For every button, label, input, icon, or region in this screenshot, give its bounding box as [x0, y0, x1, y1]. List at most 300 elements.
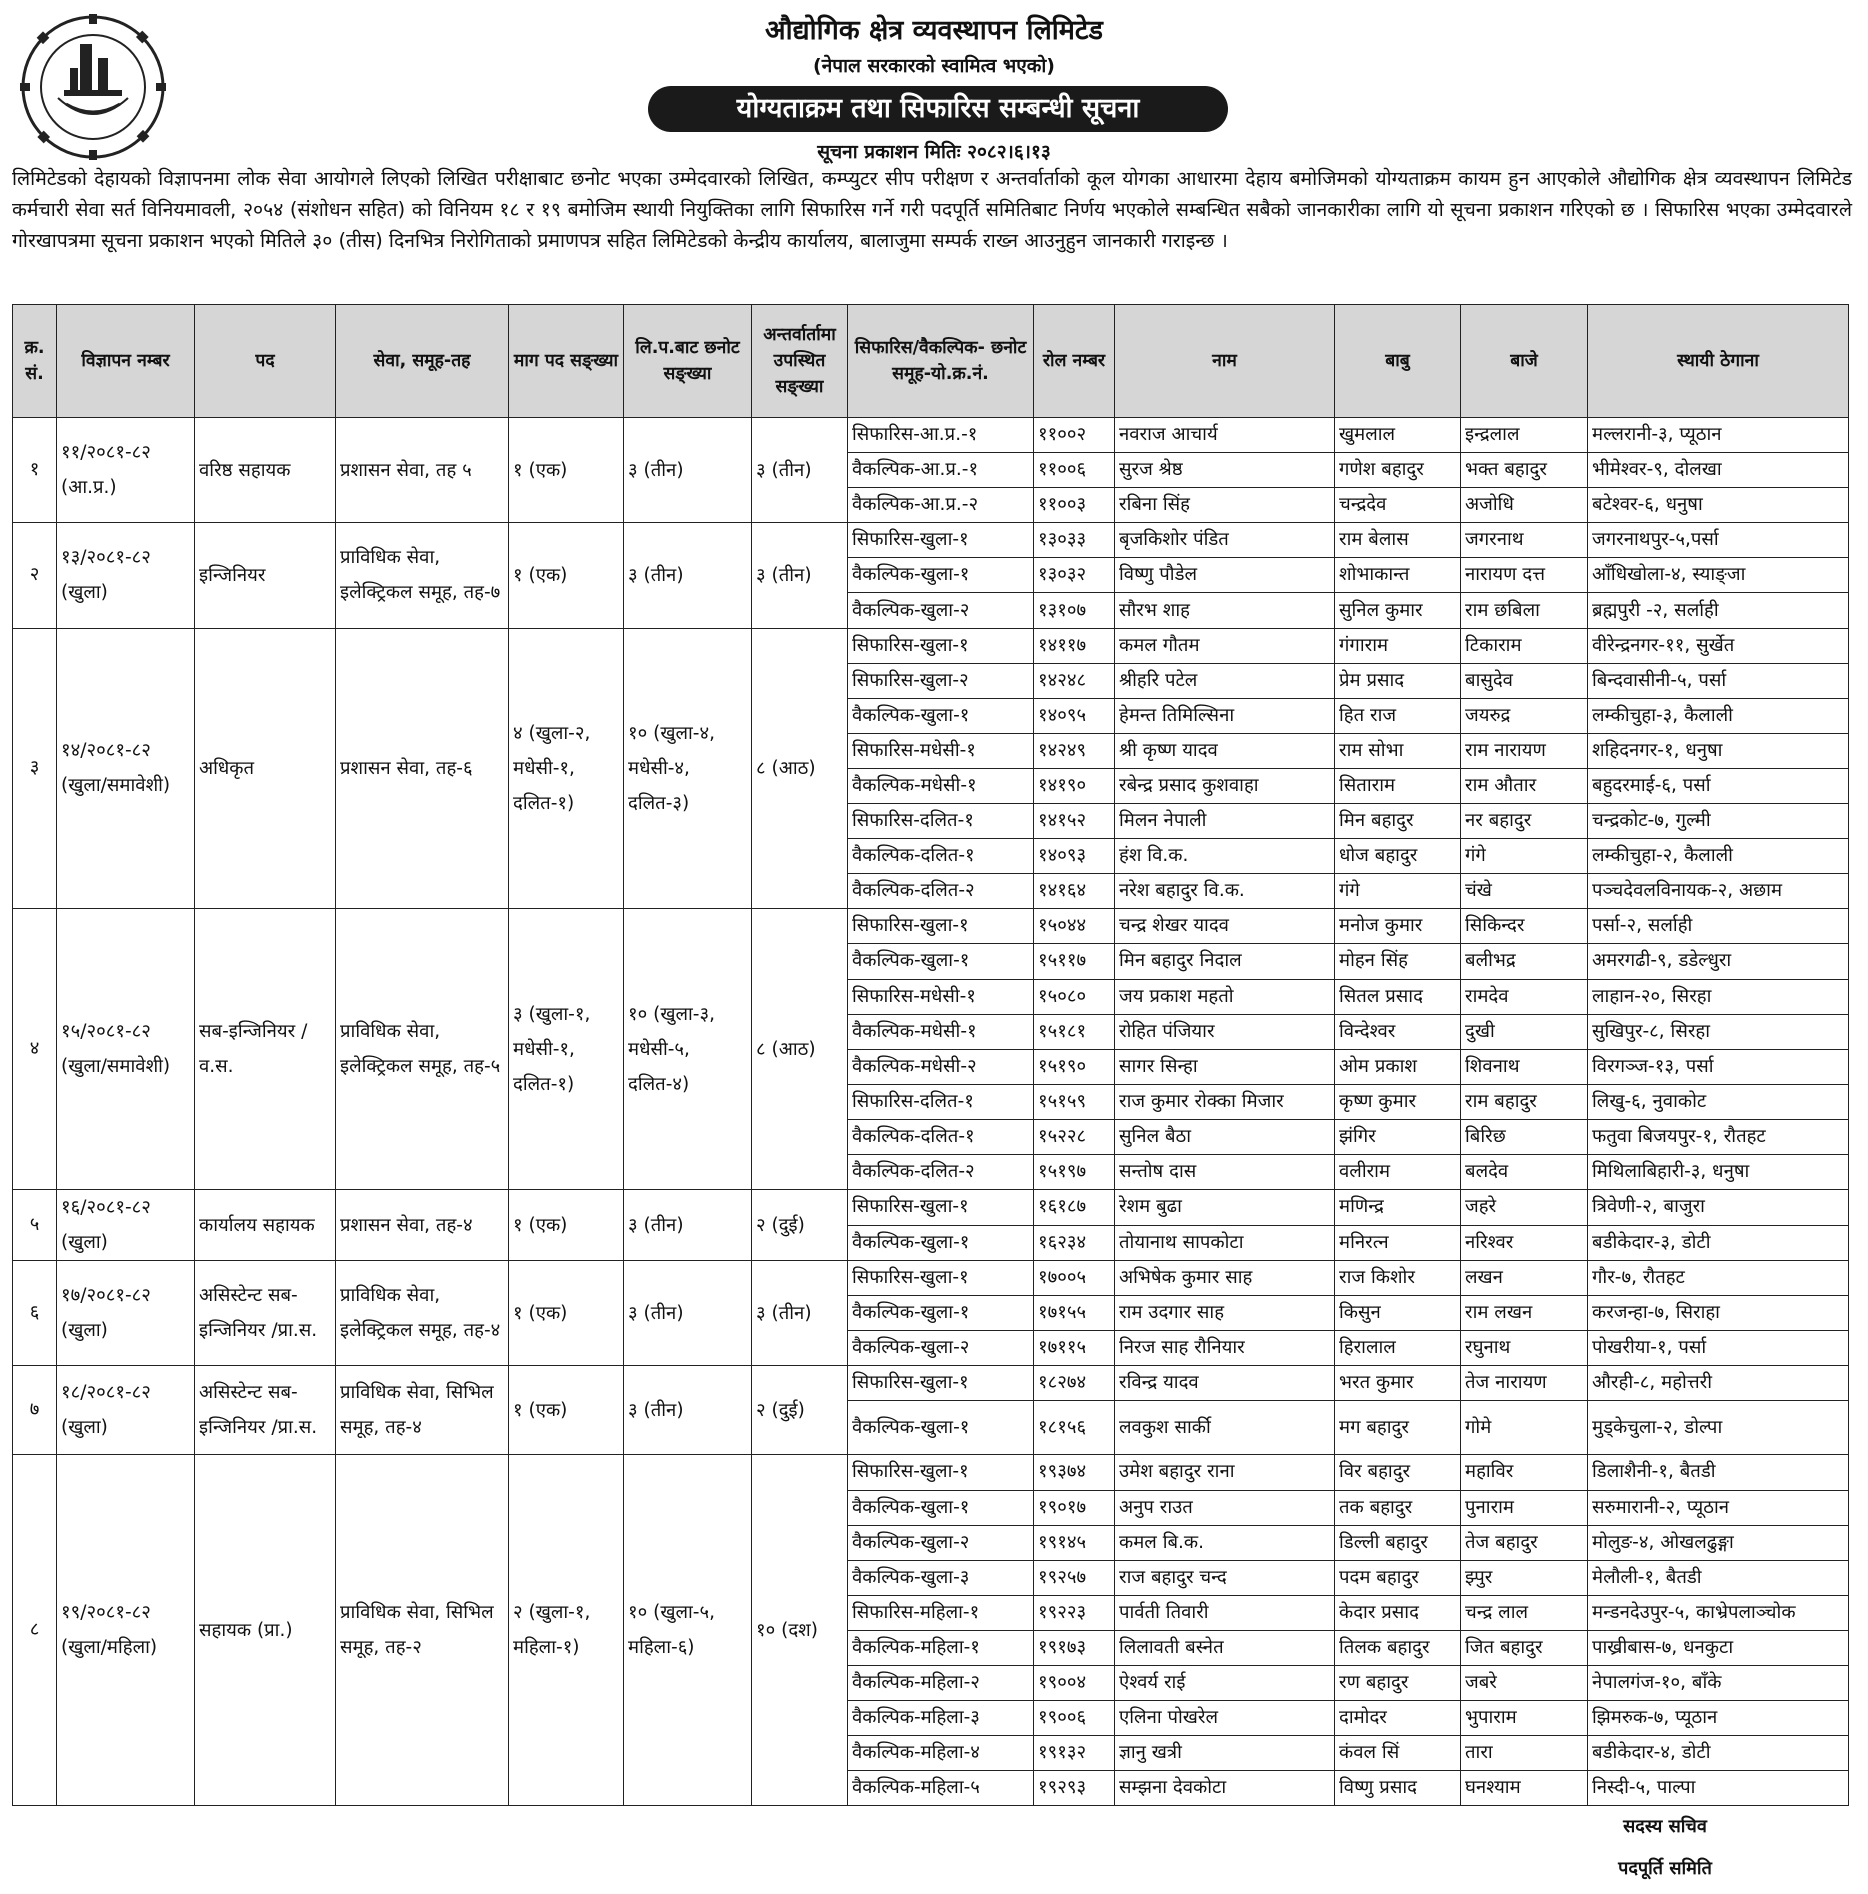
candidate-name-cell: कमल गौतम [1115, 628, 1335, 663]
grandfather-name-cell: जयरुद्र [1461, 698, 1588, 733]
post-cell: असिस्टेन्ट सब-इन्जिनियर /प्रा.स. [195, 1366, 336, 1455]
roll-number-cell: १५१९० [1034, 1049, 1115, 1084]
grandfather-name-cell: जगरनाथ [1461, 523, 1588, 558]
roll-number-cell: १५१९७ [1034, 1154, 1115, 1189]
grandfather-name-cell: महाविर [1461, 1455, 1588, 1490]
table-row [13, 1190, 1849, 1226]
written-selected-count-cell: १० (खुला-४, मधेसी-४, दलित-३) [624, 628, 752, 909]
written-selected-count-cell: ३ (तीन) [624, 1366, 752, 1455]
permanent-address-cell: बडीकेदार-३, डोटी [1588, 1225, 1849, 1261]
signature-block [1500, 1806, 1830, 1890]
interview-present-count-cell: ८ (आठ) [752, 909, 848, 1190]
father-name-cell: गणेश बहादुर [1335, 453, 1461, 488]
advertisement-number-cell: १७/२०८१-८२ (खुला) [57, 1261, 195, 1366]
grandfather-name-cell: जहरे [1461, 1190, 1588, 1226]
permanent-address-cell: मेलौली-१, बैतडी [1588, 1560, 1849, 1595]
father-name-cell: धोज बहादुर [1335, 839, 1461, 874]
interview-present-count-cell: ३ (तीन) [752, 418, 848, 523]
roll-number-cell: १४१६४ [1034, 874, 1115, 909]
father-name-cell: ओम प्रकाश [1335, 1049, 1461, 1084]
grandfather-name-cell: जबरे [1461, 1666, 1588, 1701]
serial-number-cell: ७ [13, 1366, 57, 1455]
grandfather-name-cell: नर बहादुर [1461, 804, 1588, 839]
grandfather-name-cell: तेज बहादुर [1461, 1525, 1588, 1560]
recommendation-category-cell: सिफारिस-खुला-१ [848, 628, 1034, 663]
interview-present-count-cell: १० (दश) [752, 1455, 848, 1806]
grandfather-name-cell: सिकिन्दर [1461, 909, 1588, 944]
roll-number-cell: १८२७४ [1034, 1366, 1115, 1401]
father-name-cell: सिताराम [1335, 768, 1461, 803]
father-name-cell: किसुन [1335, 1296, 1461, 1331]
candidate-name-cell: विष्णु पौडेल [1115, 558, 1335, 593]
grandfather-name-cell: राम छबिला [1461, 593, 1588, 628]
recommendation-category-cell: सिफारिस-मधेसी-१ [848, 979, 1034, 1014]
candidate-name-cell: सौरभ शाह [1115, 593, 1335, 628]
post-cell: अधिकृत [195, 628, 336, 909]
recommendation-category-cell: सिफारिस-खुला-२ [848, 663, 1034, 698]
grandfather-name-cell: झ्पुर [1461, 1560, 1588, 1595]
candidate-name-cell: मिन बहादुर निदाल [1115, 944, 1335, 979]
grandfather-name-cell: टिकाराम [1461, 628, 1588, 663]
candidate-name-cell: श्रीहरि पटेल [1115, 663, 1335, 698]
roll-number-cell: १४१९० [1034, 768, 1115, 803]
roll-number-cell: १९२९३ [1034, 1771, 1115, 1806]
post-cell: असिस्टेन्ट सब-इन्जिनियर /प्रा.स. [195, 1261, 336, 1366]
demand-count-cell: १ (एक) [509, 418, 624, 523]
roll-number-cell: १४२४८ [1034, 663, 1115, 698]
candidate-name-cell: सुनिल बैठा [1115, 1119, 1335, 1154]
grandfather-name-cell: गोमे [1461, 1401, 1588, 1455]
permanent-address-cell: वीरेन्द्रनगर-११, सुर्खेत [1588, 628, 1849, 663]
candidate-name-cell: कमल बि.क. [1115, 1525, 1335, 1560]
post-cell: सहायक (प्रा.) [195, 1455, 336, 1806]
roll-number-cell: १५१८१ [1034, 1014, 1115, 1049]
recommendation-category-cell: वैकल्पिक-खुला-१ [848, 1225, 1034, 1261]
table-body [13, 418, 1849, 1806]
table-row [13, 1261, 1849, 1296]
father-name-cell: रण बहादुर [1335, 1666, 1461, 1701]
permanent-address-cell: लम्कीचुहा-३, कैलाली [1588, 698, 1849, 733]
roll-number-cell: १४०९३ [1034, 839, 1115, 874]
father-name-cell: चन्द्रदेव [1335, 488, 1461, 523]
grandfather-name-cell: बलीभद्र [1461, 944, 1588, 979]
recommendation-category-cell: सिफारिस-खुला-१ [848, 1190, 1034, 1226]
roll-number-cell: १७००५ [1034, 1261, 1115, 1296]
recommendation-category-cell: वैकल्पिक-महिला-१ [848, 1630, 1034, 1665]
father-name-cell: विष्णु प्रसाद [1335, 1771, 1461, 1806]
column-header: क्र. सं. [13, 305, 57, 418]
father-name-cell: तिलक बहादुर [1335, 1630, 1461, 1665]
father-name-cell: सुनिल कुमार [1335, 593, 1461, 628]
advertisement-number-cell: १९/२०८१-८२ (खुला/महिला) [57, 1455, 195, 1806]
column-header: अन्तर्वार्तामा उपस्थित सङ्ख्या [752, 305, 848, 418]
roll-number-cell: १९२५७ [1034, 1560, 1115, 1595]
roll-number-cell: १५११७ [1034, 944, 1115, 979]
candidate-name-cell: हंश वि.क. [1115, 839, 1335, 874]
father-name-cell: डिल्ली बहादुर [1335, 1525, 1461, 1560]
roll-number-cell: १७११५ [1034, 1331, 1115, 1366]
serial-number-cell: ४ [13, 909, 57, 1190]
permanent-address-cell: बडीकेदार-४, डोटी [1588, 1736, 1849, 1771]
permanent-address-cell: बहुदरमाई-६, पर्सा [1588, 768, 1849, 803]
father-name-cell: विन्देश्वर [1335, 1014, 1461, 1049]
permanent-address-cell: पाख्रीबास-७, धनकुटा [1588, 1630, 1849, 1665]
father-name-cell: विर बहादुर [1335, 1455, 1461, 1490]
recommendation-category-cell: सिफारिस-दलित-१ [848, 1084, 1034, 1119]
column-header: बाबु [1335, 305, 1461, 418]
permanent-address-cell: औरही-८, महोत्तरी [1588, 1366, 1849, 1401]
candidate-name-cell: राम उदगार साह [1115, 1296, 1335, 1331]
roll-number-cell: १४०९५ [1034, 698, 1115, 733]
candidate-name-cell: राज कुमार रोक्का मिजार [1115, 1084, 1335, 1119]
permanent-address-cell: निस्दी-५, पाल्पा [1588, 1771, 1849, 1806]
candidate-name-cell: मिलन नेपाली [1115, 804, 1335, 839]
permanent-address-cell: मल्लरानी-३, प्यूठान [1588, 418, 1849, 453]
recommendation-category-cell: वैकल्पिक-खुला-२ [848, 1331, 1034, 1366]
service-group-level-cell: प्राविधिक सेवा, इलेक्ट्रिकल समूह, तह-५ [336, 909, 509, 1190]
grandfather-name-cell: नरिश्वर [1461, 1225, 1588, 1261]
father-name-cell: हिरालाल [1335, 1331, 1461, 1366]
permanent-address-cell: सुखिपुर-८, सिरहा [1588, 1014, 1849, 1049]
candidate-name-cell: चन्द्र शेखर यादव [1115, 909, 1335, 944]
permanent-address-cell: विरगञ्ज-१३, पर्सा [1588, 1049, 1849, 1084]
column-header: पद [195, 305, 336, 418]
roll-number-cell: १९००६ [1034, 1701, 1115, 1736]
intro-paragraph: लिमिटेडको देहायको विज्ञापनमा लोक सेवा आयोगले लिएको लिखित परीक्षाबाट छनोट भएका उम्मेदवारको लिखित, कम्प्युटर सीप परीक्षण र अन्तर्वार्ताको कूल योगका आधारमा देहाय बमोजिमको योग्यताक्रम कायम हुन आएकोले औद्योगिक क्षेत्र व्यवस्थापन लिमिटेड कर्मचारी सेवा सर्त विनियमावली, २०५४ (संशोधन सहित) को विनियम १८ र १९ बमोजिम स्थायी नियुक्तिका लागि सिफारिस गर्ने गरी पदपूर्ति समितिबाट निर्णय भएकोले सम्बन्धित सबैको जानकारीका लागि यो सूचना प्रकाशन गरिएको छ । सिफारिस भएका उम्मेदवारले गोरखापत्रमा सूचना प्रकाशन भएको मितिले ३० (तीस) दिनभित्र निरोगिताको प्रमाणपत्र सहित लिमिटेडको केन्द्रीय कार्यालय, बालाजुमा सम्पर्क राख्न आउनुहुन जानकारी गराइन्छ । [12, 167, 1852, 252]
father-name-cell: गंगे [1335, 874, 1461, 909]
candidate-name-cell: एलिना पोखरेल [1115, 1701, 1335, 1736]
publication-date: सूचना प्रकाशन मितिः २०८२।६।१३ [817, 141, 1051, 163]
interview-present-count-cell: २ (दुई) [752, 1190, 848, 1261]
candidate-name-cell: तोयानाथ सापकोटा [1115, 1225, 1335, 1261]
candidate-name-cell: श्री कृष्ण यादव [1115, 733, 1335, 768]
father-name-cell: मणिन्द्र [1335, 1190, 1461, 1226]
recommendation-category-cell: वैकल्पिक-मधेसी-२ [848, 1049, 1034, 1084]
father-name-cell: कंवल सिं [1335, 1736, 1461, 1771]
written-selected-count-cell: ३ (तीन) [624, 418, 752, 523]
grandfather-name-cell: रघुनाथ [1461, 1331, 1588, 1366]
demand-count-cell: १ (एक) [509, 523, 624, 628]
permanent-address-cell: लम्कीचुहा-२, कैलाली [1588, 839, 1849, 874]
father-name-cell: वलीराम [1335, 1154, 1461, 1189]
roll-number-cell: १३०३२ [1034, 558, 1115, 593]
recommendation-category-cell: सिफारिस-दलित-१ [848, 804, 1034, 839]
table-row [13, 628, 1849, 663]
candidate-name-cell: लवकुश सार्की [1115, 1401, 1335, 1455]
father-name-cell: केदार प्रसाद [1335, 1595, 1461, 1630]
roll-number-cell: १५०८० [1034, 979, 1115, 1014]
recommendation-category-cell: वैकल्पिक-मधेसी-१ [848, 1014, 1034, 1049]
candidate-name-cell: राज बहादुर चन्द [1115, 1560, 1335, 1595]
roll-number-cell: १९०१७ [1034, 1490, 1115, 1525]
recommendation-category-cell: वैकल्पिक-खुला-१ [848, 944, 1034, 979]
permanent-address-cell: अमरगढी-९, डडेल्धुरा [1588, 944, 1849, 979]
column-header: बाजे [1461, 305, 1588, 418]
interview-present-count-cell: ८ (आठ) [752, 628, 848, 909]
permanent-address-cell: करजन्हा-७, सिराहा [1588, 1296, 1849, 1331]
recommendation-category-cell: सिफारिस-महिला-१ [848, 1595, 1034, 1630]
column-header: नाम [1115, 305, 1335, 418]
table-row [13, 418, 1849, 453]
roll-number-cell: १९१४५ [1034, 1525, 1115, 1560]
father-name-cell: तक बहादुर [1335, 1490, 1461, 1525]
grandfather-name-cell: इन्द्रलाल [1461, 418, 1588, 453]
father-name-cell: झंगिर [1335, 1119, 1461, 1154]
permanent-address-cell: मुड्केचुला-२, डोल्पा [1588, 1401, 1849, 1455]
recommendation-category-cell: सिफारिस-खुला-१ [848, 523, 1034, 558]
merit-list-table [12, 304, 1849, 1806]
recommendation-category-cell: सिफारिस-मधेसी-१ [848, 733, 1034, 768]
permanent-address-cell: त्रिवेणी-२, बाजुरा [1588, 1190, 1849, 1226]
column-header: स्थायी ठेगाना [1588, 305, 1849, 418]
recommendation-category-cell: सिफारिस-आ.प्र.-१ [848, 418, 1034, 453]
written-selected-count-cell: ३ (तीन) [624, 523, 752, 628]
roll-number-cell: १३०३३ [1034, 523, 1115, 558]
grandfather-name-cell: राम बहादुर [1461, 1084, 1588, 1119]
candidate-name-cell: बृजकिशोर पंडित [1115, 523, 1335, 558]
permanent-address-cell: ब्रह्मपुरी -२, सर्लाही [1588, 593, 1849, 628]
candidate-name-cell: हेमन्त तिमिल्सिना [1115, 698, 1335, 733]
father-name-cell: शोभाकान्त [1335, 558, 1461, 593]
recommendation-category-cell: सिफारिस-खुला-१ [848, 1455, 1034, 1490]
table-row [13, 1366, 1849, 1401]
recommendation-category-cell: वैकल्पिक-दलित-२ [848, 1154, 1034, 1189]
grandfather-name-cell: राम नारायण [1461, 733, 1588, 768]
recommendation-category-cell: वैकल्पिक-खुला-१ [848, 558, 1034, 593]
candidate-name-cell: सागर सिन्हा [1115, 1049, 1335, 1084]
grandfather-name-cell: पुनाराम [1461, 1490, 1588, 1525]
interview-present-count-cell: ३ (तीन) [752, 523, 848, 628]
grandfather-name-cell: लखन [1461, 1261, 1588, 1296]
father-name-cell: खुमलाल [1335, 418, 1461, 453]
roll-number-cell: १९३७४ [1034, 1455, 1115, 1490]
roll-number-cell: १९१३२ [1034, 1736, 1115, 1771]
permanent-address-cell: फतुवा बिजयपुर-१, रौतहट [1588, 1119, 1849, 1154]
table-row [13, 1455, 1849, 1490]
organization-name: औद्योगिक क्षेत्र व्यवस्थापन लिमिटेड [765, 15, 1103, 46]
notice-title: योग्यताक्रम तथा सिफारिस सम्बन्धी सूचना [648, 86, 1228, 132]
roll-number-cell: १४११७ [1034, 628, 1115, 663]
demand-count-cell: २ (खुला-१, महिला-१) [509, 1455, 624, 1806]
recommendation-category-cell: वैकल्पिक-आ.प्र.-२ [848, 488, 1034, 523]
demand-count-cell: १ (एक) [509, 1190, 624, 1261]
candidate-name-cell: ज्ञानु खत्री [1115, 1736, 1335, 1771]
recommendation-category-cell: वैकल्पिक-खुला-१ [848, 1490, 1034, 1525]
permanent-address-cell: आँधिखोला-४, स्याङ्जा [1588, 558, 1849, 593]
grandfather-name-cell: गंगे [1461, 839, 1588, 874]
grandfather-name-cell: चन्द्र लाल [1461, 1595, 1588, 1630]
grandfather-name-cell: राम औतार [1461, 768, 1588, 803]
advertisement-number-cell: ११/२०८१-८२ (आ.प्र.) [57, 418, 195, 523]
recommendation-category-cell: वैकल्पिक-महिला-२ [848, 1666, 1034, 1701]
grandfather-name-cell: तारा [1461, 1736, 1588, 1771]
candidate-name-cell: रेशम बुढा [1115, 1190, 1335, 1226]
candidate-name-cell: सम्झना देवकोटा [1115, 1771, 1335, 1806]
grandfather-name-cell: तेज नारायण [1461, 1366, 1588, 1401]
demand-count-cell: १ (एक) [509, 1261, 624, 1366]
written-selected-count-cell: ३ (तीन) [624, 1261, 752, 1366]
candidate-name-cell: ऐश्वर्य राई [1115, 1666, 1335, 1701]
grandfather-name-cell: बिरिछ [1461, 1119, 1588, 1154]
advertisement-number-cell: १४/२०८१-८२ (खुला/समावेशी) [57, 628, 195, 909]
permanent-address-cell: मोलुङ-४, ओखलढुङ्गा [1588, 1525, 1849, 1560]
interview-present-count-cell: ३ (तीन) [752, 1261, 848, 1366]
candidate-name-cell: उमेश बहादुर राना [1115, 1455, 1335, 1490]
recommendation-category-cell: सिफारिस-खुला-१ [848, 909, 1034, 944]
column-header: लि.प.बाट छनोट सङ्ख्या [624, 305, 752, 418]
father-name-cell: मनोज कुमार [1335, 909, 1461, 944]
recommendation-category-cell: वैकल्पिक-महिला-३ [848, 1701, 1034, 1736]
roll-number-cell: १५२२८ [1034, 1119, 1115, 1154]
grandfather-name-cell: घनश्याम [1461, 1771, 1588, 1806]
father-name-cell: पदम बहादुर [1335, 1560, 1461, 1595]
father-name-cell: मिन बहादुर [1335, 804, 1461, 839]
father-name-cell: राम बेलास [1335, 523, 1461, 558]
permanent-address-cell: शहिदनगर-१, धनुषा [1588, 733, 1849, 768]
grandfather-name-cell: भुपाराम [1461, 1701, 1588, 1736]
candidate-name-cell: नवराज आचार्य [1115, 418, 1335, 453]
grandfather-name-cell: अजोधि [1461, 488, 1588, 523]
father-name-cell: प्रेम प्रसाद [1335, 663, 1461, 698]
candidate-name-cell: रबिना सिंह [1115, 488, 1335, 523]
table-header [13, 305, 1849, 418]
father-name-cell: गंगाराम [1335, 628, 1461, 663]
post-cell: सब-इन्जिनियर /व.स. [195, 909, 336, 1190]
permanent-address-cell: मिथिलाबिहारी-३, धनुषा [1588, 1154, 1849, 1189]
father-name-cell: राम सोभा [1335, 733, 1461, 768]
grandfather-name-cell: नारायण दत्त [1461, 558, 1588, 593]
permanent-address-cell: सरुमारानी-२, प्यूठान [1588, 1490, 1849, 1525]
post-cell: इन्जिनियर [195, 523, 336, 628]
father-name-cell: मनिरत्न [1335, 1225, 1461, 1261]
column-header: सिफारिस/वैकल्पिक- छनोट समूह-यो.क्र.नं. [848, 305, 1034, 418]
roll-number-cell: ११००३ [1034, 488, 1115, 523]
grandfather-name-cell: दुखी [1461, 1014, 1588, 1049]
service-group-level-cell: प्राविधिक सेवा, सिभिल समूह, तह-२ [336, 1455, 509, 1806]
recommendation-category-cell: सिफारिस-खुला-१ [848, 1366, 1034, 1401]
permanent-address-cell: भीमेश्वर-९, दोलखा [1588, 453, 1849, 488]
permanent-address-cell: मन्डनदेउपुर-५, काभ्रेपलाञ्चोक [1588, 1595, 1849, 1630]
candidate-name-cell: सुरज श्रेष्ठ [1115, 453, 1335, 488]
written-selected-count-cell: ३ (तीन) [624, 1190, 752, 1261]
father-name-cell: राज किशोर [1335, 1261, 1461, 1296]
permanent-address-cell: बटेश्वर-६, धनुषा [1588, 488, 1849, 523]
service-group-level-cell: प्रशासन सेवा, तह-६ [336, 628, 509, 909]
candidate-name-cell: नरेश बहादुर वि.क. [1115, 874, 1335, 909]
roll-number-cell: १३१०७ [1034, 593, 1115, 628]
candidate-name-cell: अभिषेक कुमार साह [1115, 1261, 1335, 1296]
written-selected-count-cell: १० (खुला-५, महिला-६) [624, 1455, 752, 1806]
interview-present-count-cell: २ (दुई) [752, 1366, 848, 1455]
table-header-row [13, 305, 1849, 418]
candidate-name-cell: निरज साह रौनियार [1115, 1331, 1335, 1366]
signatory-title: सदस्य सचिव [1623, 1816, 1707, 1837]
roll-number-cell: १४१५२ [1034, 804, 1115, 839]
demand-count-cell: १ (एक) [509, 1366, 624, 1455]
permanent-address-cell: पोखरीया-१, पर्सा [1588, 1331, 1849, 1366]
father-name-cell: मोहन सिंह [1335, 944, 1461, 979]
service-group-level-cell: प्रशासन सेवा, तह-४ [336, 1190, 509, 1261]
candidate-name-cell: रबेन्द्र प्रसाद कुशवाहा [1115, 768, 1335, 803]
grandfather-name-cell: राम लखन [1461, 1296, 1588, 1331]
candidate-name-cell: जय प्रकाश महतो [1115, 979, 1335, 1014]
permanent-address-cell: डिलाशैनी-१, बैतडी [1588, 1455, 1849, 1490]
father-name-cell: भरत कुमार [1335, 1366, 1461, 1401]
service-group-level-cell: प्राविधिक सेवा, इलेक्ट्रिकल समूह, तह-७ [336, 523, 509, 628]
recommendation-category-cell: वैकल्पिक-खुला-१ [848, 1401, 1034, 1455]
recommendation-category-cell: सिफारिस-खुला-१ [848, 1261, 1034, 1296]
father-name-cell: मग बहादुर [1335, 1401, 1461, 1455]
permanent-address-cell: झिमरुक-७, प्यूठान [1588, 1701, 1849, 1736]
serial-number-cell: ३ [13, 628, 57, 909]
roll-number-cell: १५०४४ [1034, 909, 1115, 944]
permanent-address-cell: लाहान-२०, सिरहा [1588, 979, 1849, 1014]
grandfather-name-cell: बलदेव [1461, 1154, 1588, 1189]
candidate-name-cell: लिलावती बस्नेत [1115, 1630, 1335, 1665]
demand-count-cell: ४ (खुला-२, मधेसी-१, दलित-१) [509, 628, 624, 909]
recommendation-category-cell: वैकल्पिक-दलित-१ [848, 839, 1034, 874]
grandfather-name-cell: भक्त बहादुर [1461, 453, 1588, 488]
serial-number-cell: २ [13, 523, 57, 628]
permanent-address-cell: बिन्दवासीनी-५, पर्सा [1588, 663, 1849, 698]
written-selected-count-cell: १० (खुला-३, मधेसी-५, दलित-४) [624, 909, 752, 1190]
recommendation-category-cell: वैकल्पिक-महिला-४ [848, 1736, 1034, 1771]
candidate-name-cell: रोहित पंजियार [1115, 1014, 1335, 1049]
roll-number-cell: १९२२३ [1034, 1595, 1115, 1630]
roll-number-cell: १७१५५ [1034, 1296, 1115, 1331]
recommendation-category-cell: वैकल्पिक-मधेसी-१ [848, 768, 1034, 803]
grandfather-name-cell: शिवनाथ [1461, 1049, 1588, 1084]
permanent-address-cell: लिखु-६, नुवाकोट [1588, 1084, 1849, 1119]
service-group-level-cell: प्राविधिक सेवा, सिभिल समूह, तह-४ [336, 1366, 509, 1455]
recommendation-category-cell: वैकल्पिक-दलित-२ [848, 874, 1034, 909]
father-name-cell: कृष्ण कुमार [1335, 1084, 1461, 1119]
roll-number-cell: ११००२ [1034, 418, 1115, 453]
organization-subtitle: (नेपाल सरकारको स्वामित्व भएको) [813, 55, 1055, 77]
recommendation-category-cell: वैकल्पिक-खुला-२ [848, 1525, 1034, 1560]
father-name-cell: हित राज [1335, 698, 1461, 733]
roll-number-cell: १८१५६ [1034, 1401, 1115, 1455]
candidate-name-cell: रविन्द्र यादव [1115, 1366, 1335, 1401]
permanent-address-cell: नेपालगंज-१०, बाँके [1588, 1666, 1849, 1701]
advertisement-number-cell: १३/२०८१-८२ (खुला) [57, 523, 195, 628]
candidate-name-cell: अनुप राउत [1115, 1490, 1335, 1525]
candidate-name-cell: पार्वती तिवारी [1115, 1595, 1335, 1630]
service-group-level-cell: प्रशासन सेवा, तह ५ [336, 418, 509, 523]
column-header: रोल नम्बर [1034, 305, 1115, 418]
notice-header [0, 0, 1868, 163]
recommendation-category-cell: वैकल्पिक-खुला-३ [848, 1560, 1034, 1595]
serial-number-cell: ६ [13, 1261, 57, 1366]
grandfather-name-cell: चंखे [1461, 874, 1588, 909]
merit-list-table-container [12, 304, 1848, 1806]
grandfather-name-cell: बासुदेव [1461, 663, 1588, 698]
post-cell: कार्यालय सहायक [195, 1190, 336, 1261]
table-row [13, 523, 1849, 558]
advertisement-number-cell: १६/२०८१-८२ (खुला) [57, 1190, 195, 1261]
service-group-level-cell: प्राविधिक सेवा, इलेक्ट्रिकल समूह, तह-४ [336, 1261, 509, 1366]
signatory-committee: पदपूर्ति समिति [1618, 1858, 1712, 1879]
recommendation-category-cell: वैकल्पिक-आ.प्र.-१ [848, 453, 1034, 488]
permanent-address-cell: चन्द्रकोट-७, गुल्मी [1588, 804, 1849, 839]
grandfather-name-cell: रामदेव [1461, 979, 1588, 1014]
serial-number-cell: ८ [13, 1455, 57, 1806]
recommendation-category-cell: वैकल्पिक-खुला-१ [848, 1296, 1034, 1331]
roll-number-cell: १९१७३ [1034, 1630, 1115, 1665]
father-name-cell: दामोदर [1335, 1701, 1461, 1736]
roll-number-cell: १६१८७ [1034, 1190, 1115, 1226]
permanent-address-cell: पर्सा-२, सर्लाही [1588, 909, 1849, 944]
